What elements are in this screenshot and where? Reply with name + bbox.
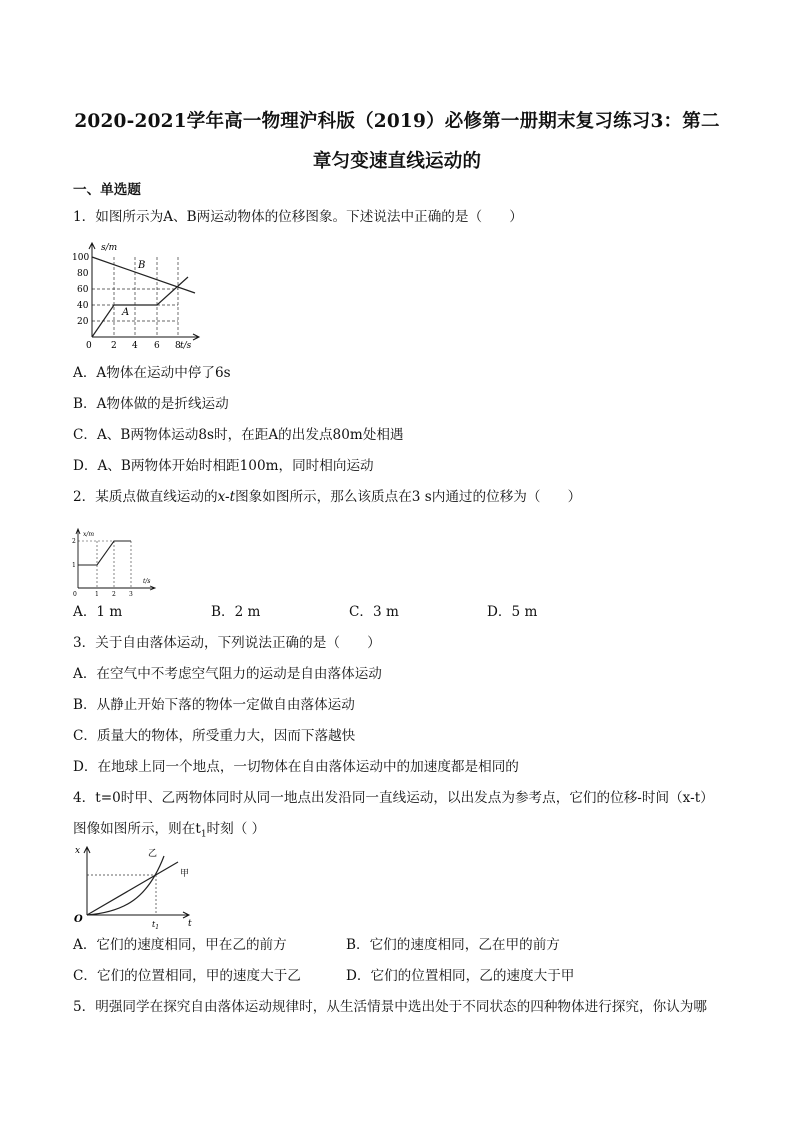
q1-label-b: B bbox=[138, 260, 146, 271]
q4-options-row2 bbox=[73, 967, 713, 985]
q1-ylabel: s/m bbox=[101, 243, 118, 253]
q2-xlabel: t/s bbox=[143, 578, 151, 585]
q4-figure bbox=[70, 842, 200, 934]
q3-option-a: A．在空气中不考虑空气阻力的运动是自由落体运动 bbox=[73, 666, 382, 682]
q4-option-b: B．它们的速度相同，乙在甲的前方 bbox=[346, 937, 560, 953]
q4-curve-yi bbox=[87, 856, 164, 915]
q4-label-jia: 甲 bbox=[180, 869, 190, 879]
q1-ytick: 80 bbox=[77, 269, 89, 279]
q4-option-a: A．它们的速度相同，甲在乙的前方 bbox=[73, 937, 287, 953]
q4-ylabel: x bbox=[75, 846, 81, 856]
q3-stem: 3．关于自由落体运动，下列说法正确的是（ ） bbox=[73, 635, 381, 651]
q5-stem: 5．明强同学在探究自由落体运动规律时，从生活情景中选出处于不同状态的四种物体进行探究，你认为哪 bbox=[73, 999, 707, 1015]
q2-line bbox=[78, 541, 131, 565]
q4-option-d: D．它们的位置相同，乙的速度大于甲 bbox=[346, 968, 575, 984]
q4-stem2-post: 时刻（ ） bbox=[206, 821, 266, 837]
q1-ytick: 60 bbox=[77, 285, 89, 295]
q1-option-a: A．A物体在运动中停了6s bbox=[73, 365, 231, 381]
q4-stem2-pre: 图像如图所示，则在t bbox=[73, 821, 201, 837]
q2-option-d: D．5 m bbox=[487, 604, 538, 620]
q2-figure bbox=[70, 526, 160, 600]
q2-ytick: 2 bbox=[72, 538, 76, 545]
q1-option-b: B．A物体做的是折线运动 bbox=[73, 396, 229, 412]
q4-stem-line2 bbox=[73, 820, 265, 844]
q1-label-a: A bbox=[122, 307, 130, 318]
q2-options bbox=[73, 603, 713, 621]
q4-t-mark: $t_1$ bbox=[152, 920, 160, 930]
q1-option-d: D．A、B两物体开始时相距100m，同时相向运动 bbox=[73, 458, 374, 474]
q2-xtick: 3 bbox=[129, 591, 133, 596]
q1-ytick: 40 bbox=[77, 301, 89, 311]
q2-ytick: 1 bbox=[72, 562, 76, 569]
q1-figure bbox=[70, 238, 210, 354]
q1-stem: 1．如图所示为A、B两运动物体的位移图象。下述说法中正确的是（ ） bbox=[73, 209, 523, 225]
q1-ytick: 100 bbox=[72, 253, 90, 263]
q2-xtick: 2 bbox=[112, 591, 116, 596]
q1-xtick: 6 bbox=[154, 341, 160, 350]
q4-origin: O bbox=[74, 914, 83, 925]
q2-stem-var: x-t bbox=[217, 489, 236, 505]
section-heading: 一、单选题 bbox=[73, 182, 141, 198]
q2-stem-post: 图象如图所示，那么该质点在3 s内通过的位移为（ ） bbox=[235, 489, 582, 505]
q4-label-yi: 乙 bbox=[148, 849, 158, 859]
q2-stem-pre: 2．某质点做直线运动的 bbox=[73, 489, 218, 505]
document-title-line2: 章匀变速直线运动的 bbox=[312, 151, 482, 172]
q3-option-c: C．质量大的物体，所受重力大，因而下落越快 bbox=[73, 728, 356, 744]
q2-option-c: C．3 m bbox=[349, 604, 399, 620]
q2-origin: 0 bbox=[73, 591, 77, 596]
q2-xtick: 1 bbox=[95, 591, 99, 596]
q4-stem-line1: 4．t=0时甲、乙两物体同时从同一地点出发沿同一直线运动，以出发点为参考点，它们的位移-时间（x-t） bbox=[73, 790, 714, 806]
q3-option-d: D．在地球上同一个地点，一切物体在自由落体运动中的加速度都是相同的 bbox=[73, 759, 519, 775]
q4-stem2-sub: 1 bbox=[200, 829, 207, 840]
q2-option-a: A．1 m bbox=[73, 604, 123, 620]
q1-xlabel: t/s bbox=[180, 341, 192, 350]
q2-ylabel: x/m bbox=[83, 531, 95, 538]
q3-option-b: B．从静止开始下落的物体一定做自由落体运动 bbox=[73, 697, 355, 713]
q4-xlabel: t bbox=[188, 919, 192, 929]
document-title-line1: 2020-2021学年高一物理沪科版（2019）必修第一册期末复习练习3：第二 bbox=[74, 111, 720, 132]
q2-option-b: B．2 m bbox=[211, 604, 261, 620]
q4-option-c: C．它们的位置相同，甲的速度大于乙 bbox=[73, 968, 301, 984]
q1-xtick: 2 bbox=[111, 341, 117, 350]
q1-ytick: 20 bbox=[77, 317, 89, 327]
q1-origin: 0 bbox=[86, 341, 92, 350]
q4-line-jia bbox=[87, 862, 178, 915]
q4-options-row1 bbox=[73, 936, 713, 954]
q2-stem bbox=[73, 488, 581, 506]
q1-option-c: C．A、B两物体运动8s时，在距A的出发点80m处相遇 bbox=[73, 427, 404, 443]
q1-xtick: 4 bbox=[132, 341, 138, 350]
q1-xtick: 8 bbox=[175, 341, 181, 350]
